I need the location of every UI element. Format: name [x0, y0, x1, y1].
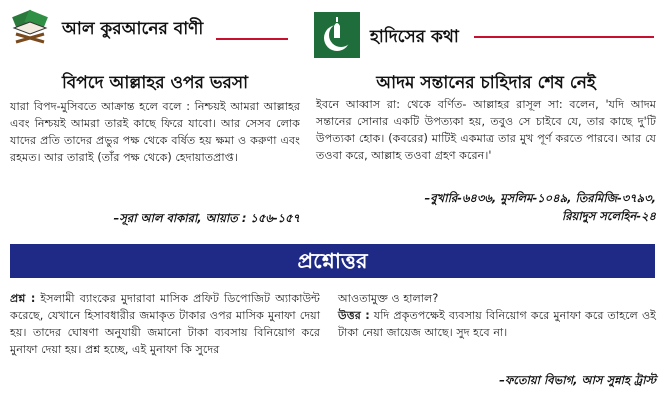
quran-on-stand-icon [8, 8, 52, 44]
hadith-text: ইবনে আব্বাস রা: থেকে বর্ণিত- আল্লাহর রাসূল সা: বলেন, 'যদি আদম সন্তানের সোনার একটি উপত্যকা হয়, তবুও সে চাইবে যে, তার কাছে দু'টি উপত্যকা হোক। (কবরের) মাটিই একমাত্র তার মুখ পূর্ণ করতে পারবে। আর যে তওবা করে, আল্লাহ তওবা গ্রহণ করেন।' [316, 98, 656, 162]
answer-block [338, 307, 656, 341]
right-header-rule [474, 36, 654, 38]
hadith-section-title: হাদিসের কথা [370, 27, 459, 47]
qa-source: –ফতোয়া বিভাগ, আস সুন্নাহ ট্রাস্ট [499, 373, 656, 387]
answer-label: উত্তর : [338, 309, 370, 322]
question-text: ইসলামী ব্যাংকের মুদারাবা মাসিক প্রফিট ডিপোজিট অ্যাকাউন্ট করেছে, যেখানে হিসাবধারীর জমাকৃত টাকার ওপর মাসিক মুনাফা দেয়া হয়। তাদের ঘোষণা অনুযায়ী জমানো টাকা ব্যবসায় বিনিয়োগ করে মুনাফা দেয়া হয়। প্রশ্ন হচ্ছে, এই মুনাফা কি সুদের [10, 292, 320, 356]
quran-article-title: বিপদে আল্লাহর ওপর ভরসা [61, 73, 249, 93]
mosque-crescent-icon [314, 12, 360, 58]
question-continued: আওতামুক্ত ও হালাল? [338, 292, 439, 305]
quran-source: –সূরা আল বাকারা, আয়াত : ১৫৬-১৫৭ [113, 211, 300, 225]
hadith-source-line-2: রিয়াদুস সলেহিন-২৪ [561, 209, 656, 223]
quran-verse-text: যারা বিপদ-মুসিবতে আক্রান্ত হলে বলে : নিশ্চয়ই আমরা আল্লাহর এবং নিশ্চয়ই আমরা তারই কাছে ফিরে যাবো। আর সেসব লোক যাদের প্রতি তাদের প্রভুর পক্ষ থেকে বর্ষিত হয় ক্ষমা ও করুণা এবং রহমত। আর তারাই (তাঁর পক্ষ থেকে) হেদায়াতপ্রাপ্ত। [10, 100, 300, 164]
hadith-source-line-1: –বুখারি-৬৪৩৬, মুসলিম-১০৪৯, তিরমিজি-৩৭৯৩, [424, 191, 656, 205]
question-block [10, 290, 320, 358]
question-label: প্রশ্ন : [10, 292, 36, 305]
left-header-rule [216, 38, 288, 40]
answer-text: যদি প্রকৃতপক্ষেই ব্যবসায় বিনিয়োগ করে মুনাফা করে তাহলে ওই টাকা নেয়া জায়েজ আছে। সুদ হবে না। [338, 309, 656, 339]
qa-band-title: প্রশ্নোত্তর [10, 244, 655, 278]
hadith-article-title: আদম সন্তানের চাহিদার শেষ নেই [376, 73, 596, 93]
quran-section-title: আল কুরআনের বাণী [62, 19, 204, 39]
